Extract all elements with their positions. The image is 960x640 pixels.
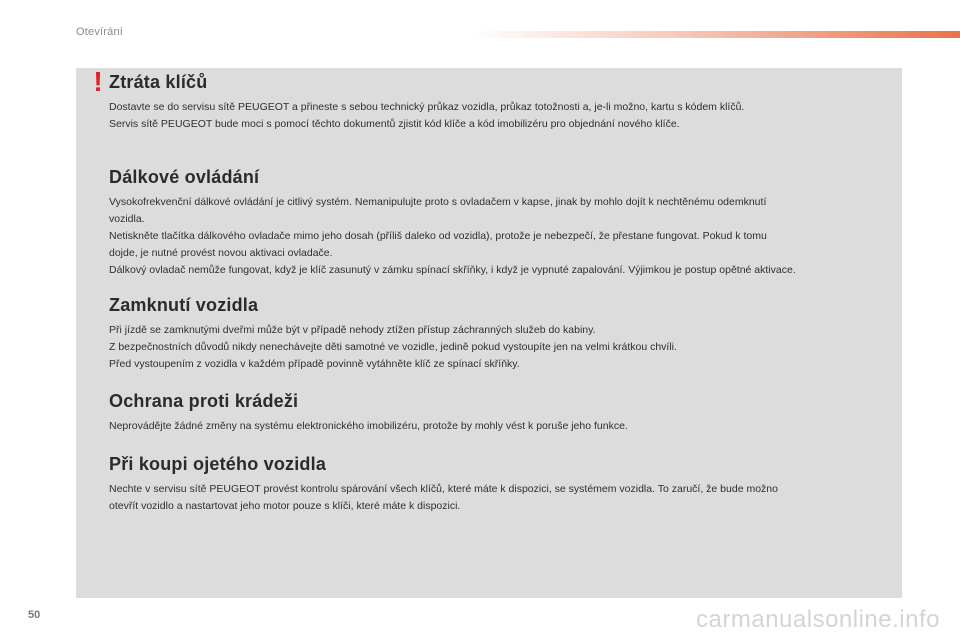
text-line: Servis sítě PEUGEOT bude moci s pomocí těchto dokumentů zjistit kód klíče a kód imobilizéru pro objednání nového klíče. [109, 118, 680, 130]
exclamation-icon: ! [93, 66, 103, 97]
section-vehicle-locking [109, 295, 889, 373]
text-line: Při jízdě se zamknutými dveřmi může být v případě nehody ztížen přístup záchranných služeb do kabiny. [109, 324, 596, 336]
text-line: Před vystoupením z vozidla v každém případě povinně vytáhněte klíč ze spínací skříňky. [109, 358, 520, 370]
text-line: otevřít vozidlo a nastartovat jeho motor pouze s klíči, které máte k dispozici. [109, 500, 461, 512]
text-line: Dostavte se do servisu sítě PEUGEOT a přineste s sebou technický průkaz vozidla, průkaz totožnosti a, je-li možno, kartu s kódem klíčů. [109, 101, 745, 113]
section-remote-control [109, 167, 889, 279]
section-text [109, 418, 889, 435]
section-text [109, 322, 889, 373]
watermark[interactable]: carmanualsonline.info [696, 606, 940, 633]
section-title: Ztráta klíčů [109, 72, 208, 92]
text-line: dojde, je nutné provést novou aktivaci ovladače. [109, 247, 333, 259]
page-number: 50 [28, 609, 41, 621]
text-line: vozidla. [109, 213, 145, 225]
section-used-vehicle [109, 454, 889, 515]
header-accent-line [470, 31, 960, 38]
section-text [109, 481, 889, 515]
text-line: Neprovádějte žádné změny na systému elektronického imobilizéru, protože by mohly vést k poruše jeho funkce. [109, 420, 628, 432]
text-line: Vysokofrekvenční dálkové ovládání je citlivý systém. Nemanipulujte proto s ovladačem v kapse, jinak by mohlo dojít k nechtěnému odemknutí [109, 196, 767, 208]
section-header: Otevírání [76, 26, 124, 38]
text-line: Z bezpečnostních důvodů nikdy nenechávejte děti samotné ve vozidle, jedině pokud vystoupíte jen na velmi krátkou chvíli. [109, 341, 677, 353]
section-anti-theft [109, 391, 889, 435]
text-line: Dálkový ovladač nemůže fungovat, když je klíč zasunutý v zámku spínací skříňky, i když je vypnuté zapalování. Výjimkou je postup opětné aktivace. [109, 264, 796, 276]
section-title: Dálkové ovládání [109, 167, 260, 187]
section-title: Zamknutí vozidla [109, 295, 259, 315]
section-text [109, 194, 889, 279]
section-lost-keys [109, 72, 889, 133]
section-title: Ochrana proti krádeži [109, 391, 299, 411]
text-line: Netiskněte tlačítka dálkového ovladače mimo jeho dosah (příliš daleko od vozidla), protože je nebezpečí, že přestane fungovat. Pokud k tomu [109, 230, 767, 242]
section-title: Při koupi ojetého vozidla [109, 454, 327, 474]
section-text [109, 99, 889, 133]
text-line: Nechte v servisu sítě PEUGEOT provést kontrolu spárování všech klíčů, které máte k dispozici, se systémem vozidla. To zaručí, že bude možno [109, 483, 778, 495]
